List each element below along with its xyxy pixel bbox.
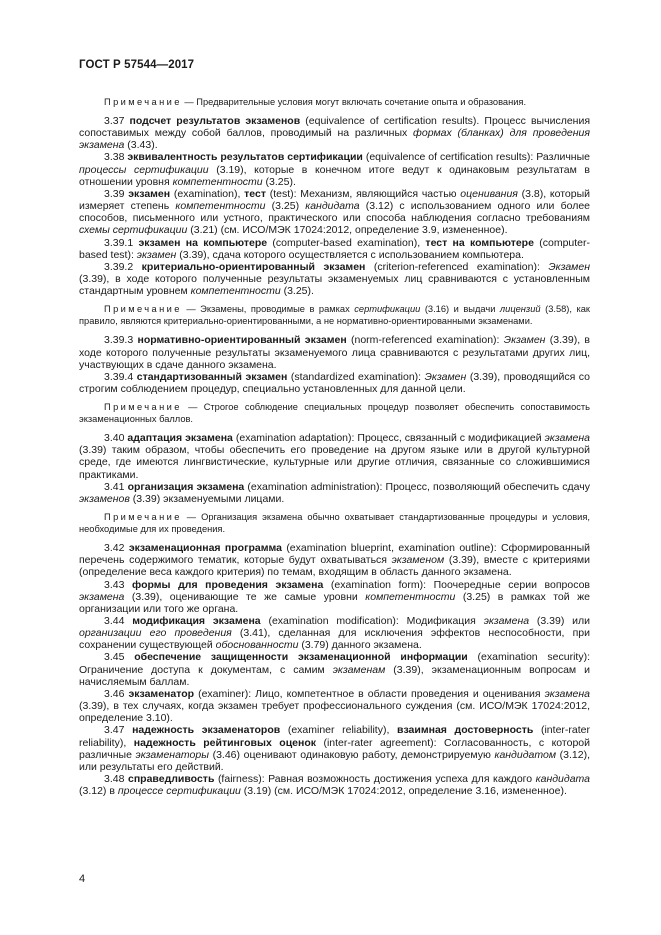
term-reference: экзамена: [544, 432, 590, 445]
text-run: (inter-rater reliability),: [79, 724, 590, 749]
term-entry: [79, 115, 590, 151]
text-run: (3.39), проводящийся со строгим соблюдением процедур, специально установленных для данной цели.: [79, 370, 590, 395]
text-run: (criterion-referenced examination):: [365, 260, 549, 273]
text-run: (3.39), в ходе которого полученные результаты экзаменуемых лиц сравниваются с установленным стандартным уровнем: [79, 273, 590, 298]
text-run: (3.39), экзаменационным вопросам и начисляемым баллам.: [79, 663, 590, 688]
document-body: [79, 90, 590, 797]
text-run: (computer-based test):: [79, 236, 590, 261]
term-name: обеспечение защищенности экзаменационной информации: [134, 651, 468, 664]
text-run: (3.19), которые в конечном итоге ведут к одинаковым результатам в отношении уровня: [79, 163, 590, 188]
term-entry: [79, 688, 590, 724]
term-name: взаимная достоверность: [397, 724, 534, 737]
text-run: 3.40: [104, 432, 128, 445]
text-run: 3.45: [104, 651, 135, 664]
term-reference: кандидата: [305, 200, 360, 213]
term-reference: компетентности: [172, 175, 263, 188]
term-reference: экзаменом: [391, 554, 445, 567]
term-entry: [79, 481, 590, 505]
term-entry: [79, 542, 590, 578]
term-entry: [79, 334, 590, 370]
text-run: — Экзамены, проводимые в рамках: [181, 304, 355, 315]
text-run: (equivalence of certification results). Процесс вычисления сопоставимых между собой баллов, проводимый на различных: [79, 115, 591, 140]
text-run: (examination modification): Модификация: [260, 615, 484, 627]
term-name: эквивалентность результатов сертификации: [127, 151, 363, 164]
term-name: формы для проведения экзамена: [132, 578, 324, 591]
text-run: (3.12) с использованием одного или более способов, письменного или устного, практического или способа наблюдения согласно требованиям: [79, 200, 591, 225]
term-reference: схемы сертификации: [79, 224, 188, 237]
text-run: (examination),: [170, 187, 245, 200]
text-run: (3.46) оценивают одинаковую работу, демонстрируемую: [208, 748, 495, 761]
term-entry: [79, 261, 590, 297]
term-entry: [79, 615, 590, 651]
text-run: (norm-referenced examination):: [346, 334, 504, 347]
term-reference: обоснованности: [215, 639, 299, 652]
text-run: (3.39), в тех случаях, когда экзамен требует профессионального суждения (см. ИСО/МЭК 17024:2012, определение 3.10).: [79, 700, 590, 725]
term-reference: лицензий: [499, 304, 541, 315]
text-run: (3.39) таким образом, чтобы обеспечить его проведение на другом языке или в другой культурной среде, где имеются лингвистические, культурные или другие отличия, связанные со сложившимися практиками.: [79, 444, 590, 481]
term-reference: компетентности: [365, 590, 456, 603]
term-reference: оценивания: [460, 187, 518, 200]
term-name: модификация экзамена: [132, 615, 261, 627]
text-run: (3.12) в: [79, 785, 118, 798]
term-reference: экзамен: [136, 248, 177, 261]
text-run: (3.79) данного экзамена.: [298, 639, 422, 652]
term-name: экзаменационная программа: [128, 542, 282, 555]
text-run: (3.8), который измеряет степень: [79, 187, 590, 213]
text-run: (equivalence of certification results): Различные: [362, 151, 590, 164]
term-entry: [79, 371, 590, 395]
text-run: (3.39), в ходе которого полученные результаты экзаменуемого лица сравниваются с результатами других лиц, участвующих в сдаче данного экзамена.: [79, 334, 590, 371]
term-reference: экзаменов: [79, 492, 130, 505]
text-run: (3.39), сдача которого осуществляется с использованием компьютера.: [176, 248, 524, 261]
note-paragraph: [79, 303, 590, 327]
text-run: (3.25).: [262, 175, 296, 188]
text-run: (3.16) и выдачи: [420, 304, 500, 315]
term-entry: [79, 188, 590, 237]
term-reference: кандидата: [535, 773, 591, 786]
text-run: (3.58), как правило, являются критериально-ориентированными, а не нормативно-ориентированными экзаменами.: [79, 304, 591, 327]
text-run: 3.43: [104, 578, 133, 591]
term-entry: [79, 651, 590, 687]
text-run: — Строгое соблюдение специальных процедур позволяет обеспечить сопоставимость экзаменационных баллов.: [79, 402, 590, 425]
text-run: (examiner reliability),: [280, 724, 397, 737]
note-label: Примечание: [104, 304, 182, 315]
term-name: адаптация экзамена: [127, 432, 233, 445]
term-name: экзамен на компьютере: [138, 236, 268, 249]
text-run: 3.48: [104, 773, 128, 786]
term-reference: процессы сертификации: [79, 163, 209, 176]
term-reference: компетентности: [190, 285, 281, 298]
text-run: (fairness): Равная возможность достижения успеха для каждого: [214, 773, 536, 786]
term-entry: [79, 773, 590, 797]
text-run: (examination administration): Процесс, позволяющий обеспечить сдачу: [244, 480, 590, 493]
text-run: (3.43).: [124, 139, 158, 152]
text-run: (test): Механизм, являющийся частью: [265, 187, 461, 200]
text-run: (3.39), вместе с критериями (определение веса каждого критерия) по темам, входящим в область данного экзамена.: [79, 554, 590, 579]
term-reference: экзаменаторы: [135, 748, 209, 761]
term-reference: сертификации: [354, 304, 421, 315]
text-run: — Организация экзамена обычно охватывает стандартизованные процедуры и условия, необходимые для их проведения.: [79, 512, 590, 535]
term-entry: [79, 237, 590, 261]
text-run: 3.46: [104, 687, 129, 700]
term-name: организация экзамена: [127, 480, 245, 493]
term-name: критериально-ориентированный экзамен: [141, 260, 366, 273]
text-run: — Предварительные условия могут включать сочетание опыта и образования.: [181, 97, 527, 107]
term-entry: [79, 432, 590, 481]
text-run: 3.44: [104, 615, 133, 627]
term-name: надежность экзаменаторов: [132, 724, 281, 737]
term-reference: экзамена: [544, 687, 590, 700]
term-reference: экзаменам: [332, 663, 386, 676]
term-reference: организации его проведения: [79, 627, 232, 640]
term-reference: процессе сертификации: [117, 785, 241, 798]
term-reference: компетентности: [175, 200, 266, 213]
term-reference: Экзамен: [503, 334, 546, 347]
term-entry: [79, 724, 590, 773]
page-number: 4: [79, 873, 86, 885]
term-name: подсчет результатов экзаменов: [129, 115, 301, 127]
text-run: 3.37: [104, 115, 130, 127]
term-name: экзамен: [128, 187, 171, 200]
note-paragraph: [79, 96, 590, 108]
text-run: (3.19) (см. ИСО/МЭК 17024:2012, определение 3.16, измененное).: [240, 785, 567, 798]
term-name: стандартизованный экзамен: [136, 370, 288, 383]
text-run: (3.39) экзаменуемыми лицами.: [129, 492, 285, 505]
term-reference: кандидатом: [494, 748, 557, 761]
text-run: 3.39.3: [104, 334, 138, 347]
term-name: надежность рейтинговых оценок: [133, 736, 316, 749]
term-reference: формах (бланках) для проведения экзамена: [79, 127, 590, 152]
note-label: Примечание: [104, 402, 182, 413]
text-run: (examination form): Поочередные серии вопросов: [323, 578, 590, 591]
text-run: (examination blueprint, examination outline): Сформированный перечень содержимого тематик, которые будут охватываться: [79, 542, 591, 567]
text-run: (3.41), сделанная для исключения эффектов неспособности, при сохранении существующей: [79, 627, 590, 652]
note-label: Примечание: [104, 512, 182, 523]
note-paragraph: [79, 401, 590, 425]
text-run: 3.38: [104, 151, 128, 164]
text-run: (computer-based examination),: [267, 236, 426, 249]
text-run: (examination adaptation): Процесс, связанный с модификацией: [232, 432, 545, 445]
text-run: (inter-rater agreement): Согласованность, с которой различные: [79, 736, 590, 761]
text-run: 3.39: [104, 187, 129, 200]
text-run: (3.25) в рамках той же организации или того же органа.: [79, 590, 590, 615]
text-run: (3.39), оценивающие те же самые уровни: [124, 590, 366, 603]
text-run: (3.39) или: [529, 615, 590, 627]
term-reference: экзамена: [79, 590, 125, 603]
note-paragraph: [79, 511, 590, 535]
term-name: нормативно-ориентированный экзамен: [137, 334, 347, 347]
term-reference: Экзамен: [548, 260, 590, 273]
term-reference: экзамена: [483, 615, 530, 627]
text-run: (3.21) (см. ИСО/МЭК 17024:2012, определение 3.9, измененное).: [187, 224, 508, 237]
term-entry: [79, 579, 590, 615]
text-run: (3.25).: [280, 285, 314, 298]
text-run: (3.12), или результаты его действий.: [79, 748, 590, 773]
document-header: ГОСТ Р 57544—2017: [79, 59, 195, 71]
term-name: тест: [244, 187, 266, 200]
text-run: (examination security): Ограничение доступа к документам, с самим: [79, 651, 590, 676]
term-entry: [79, 151, 590, 187]
text-run: 3.42: [104, 542, 129, 555]
text-run: 3.47: [104, 724, 133, 737]
term-name: экзаменатор: [128, 687, 195, 700]
text-run: 3.41: [104, 480, 128, 493]
text-run: 3.39.4: [104, 370, 137, 383]
text-run: 3.39.2: [104, 260, 142, 273]
note-label: Примечание: [104, 97, 182, 107]
text-run: 3.39.1: [104, 236, 139, 249]
text-run: (examiner): Лицо, компетентное в области проведения и оценивания: [194, 687, 545, 700]
term-reference: Экзамен: [424, 370, 467, 383]
term-name: справедливость: [127, 773, 215, 786]
text-run: (standardized examination):: [287, 370, 425, 383]
text-run: (3.25): [265, 200, 306, 213]
term-name: тест на компьютере: [425, 236, 534, 249]
